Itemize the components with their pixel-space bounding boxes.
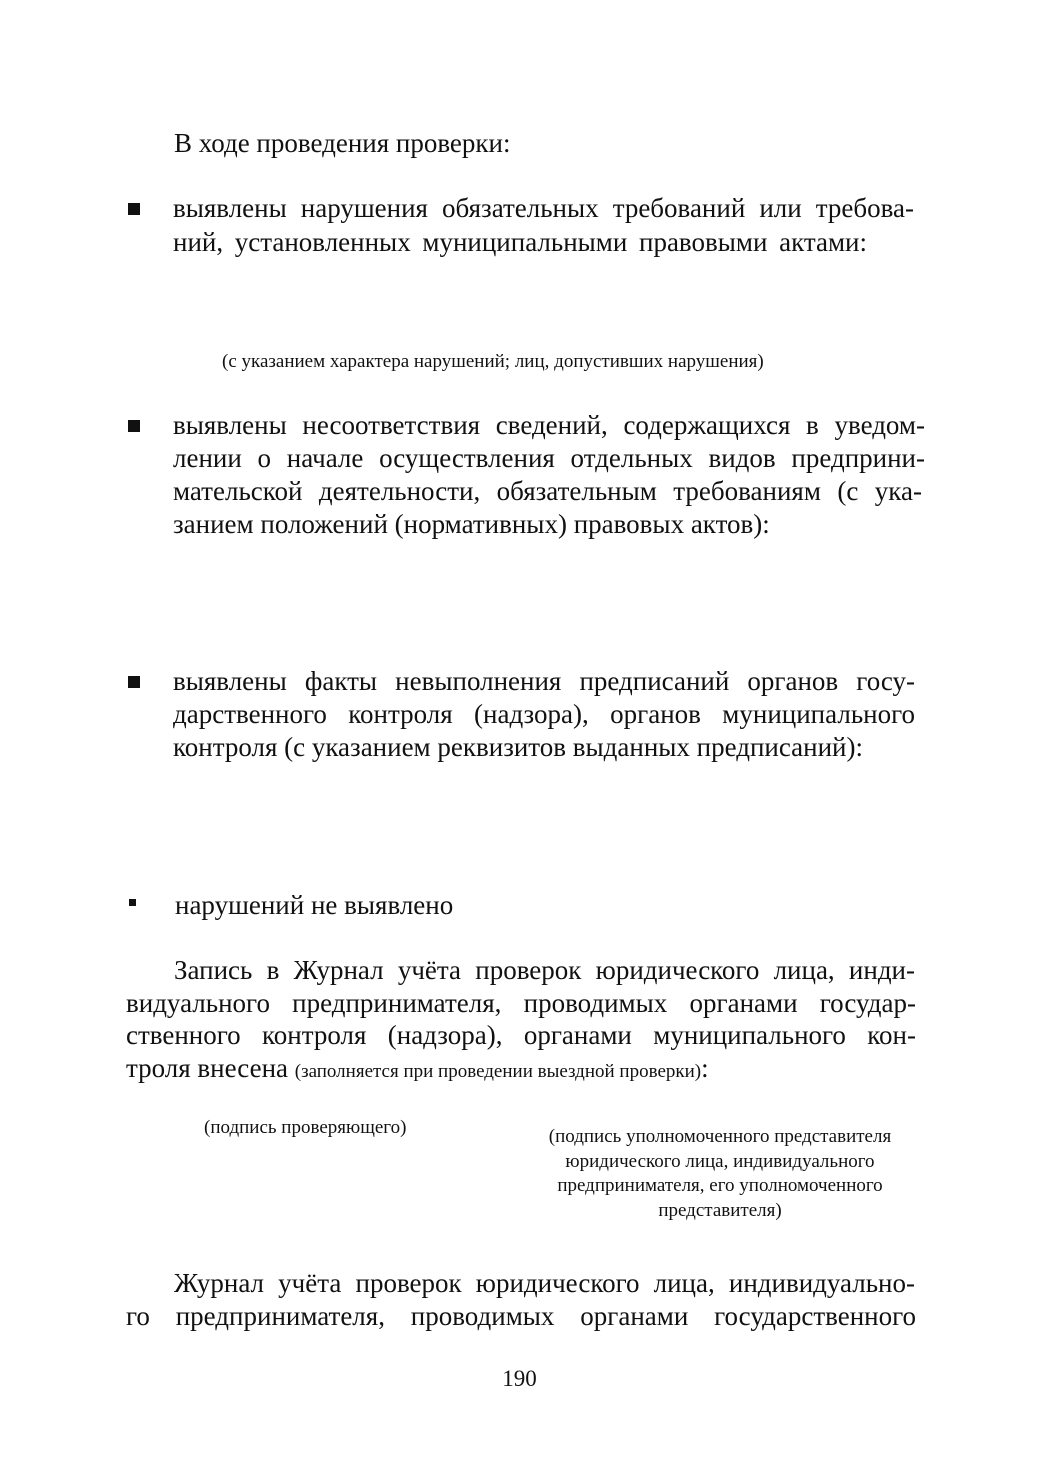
item2-line-3: мательской деятельности, обязательным требованиям (с ука- <box>173 476 922 506</box>
journal-record-line-3: ственного контроля (надзора), органами муниципального кон- <box>126 1020 916 1050</box>
item1-line-2: ний, установленных муниципальными правовыми актами: <box>173 227 867 257</box>
representative-caption-line: предпринимателя, его уполномоченного <box>557 1175 883 1196</box>
representative-caption-line: представителя) <box>658 1199 782 1221</box>
item2-line-1: выявлены несоответствия сведений, содержащихся в уведом- <box>173 410 925 440</box>
journal-record-line-2: видуального предпринимателя, проводимых органами государ- <box>126 988 916 1018</box>
journal-record-main: троля внесена <box>126 1053 295 1083</box>
journal-record-colon: : <box>701 1053 709 1083</box>
item2-line-4: занием положений (нормативных) правовых актов): <box>173 509 770 539</box>
representative-caption-line: юридического лица, индивидуального <box>565 1150 875 1172</box>
inspector-signature-caption: (подпись проверяющего) <box>204 1117 407 1138</box>
bullet-square-icon <box>128 420 140 432</box>
item3-line-3: контроля (с указанием реквизитов выданных предписаний): <box>173 732 864 762</box>
page-number: 190 <box>502 1366 537 1391</box>
bullet-square-icon <box>128 676 140 688</box>
bullet-small-square-icon <box>129 899 136 906</box>
representative-caption-line: (подпись уполномоченного представителя <box>548 1126 892 1147</box>
journal-record-note: (заполняется при проведении выездной проверки) <box>294 1061 702 1082</box>
item4-text: нарушений не выявлено <box>175 890 454 920</box>
representative-signature-caption <box>510 1125 930 1223</box>
item3-line-2: дарственного контроля (надзора), органов муниципального <box>173 699 915 729</box>
item1-line-1: выявлены нарушения обязательных требований или требова- <box>173 193 914 223</box>
journal-record-line-4 <box>126 1052 709 1088</box>
journal-record-line-1: Запись в Журнал учёта проверок юридического лица, инди- <box>174 955 915 985</box>
item3-line-1: выявлены факты невыполнения предписаний органов госу- <box>173 666 915 696</box>
item2-line-2: лении о начале осуществления отдельных видов предприни- <box>173 443 925 473</box>
intro-text: В ходе проведения проверки: <box>174 128 511 158</box>
bullet-square-icon <box>128 203 140 215</box>
journal-missing-line-2: го предпринимателя, проводимых органами государственного <box>126 1301 916 1331</box>
journal-missing-line-1: Журнал учёта проверок юридического лица, индивидуально- <box>174 1268 915 1298</box>
item1-caption: (с указанием характера нарушений; лиц, допустивших нарушения) <box>222 351 764 372</box>
